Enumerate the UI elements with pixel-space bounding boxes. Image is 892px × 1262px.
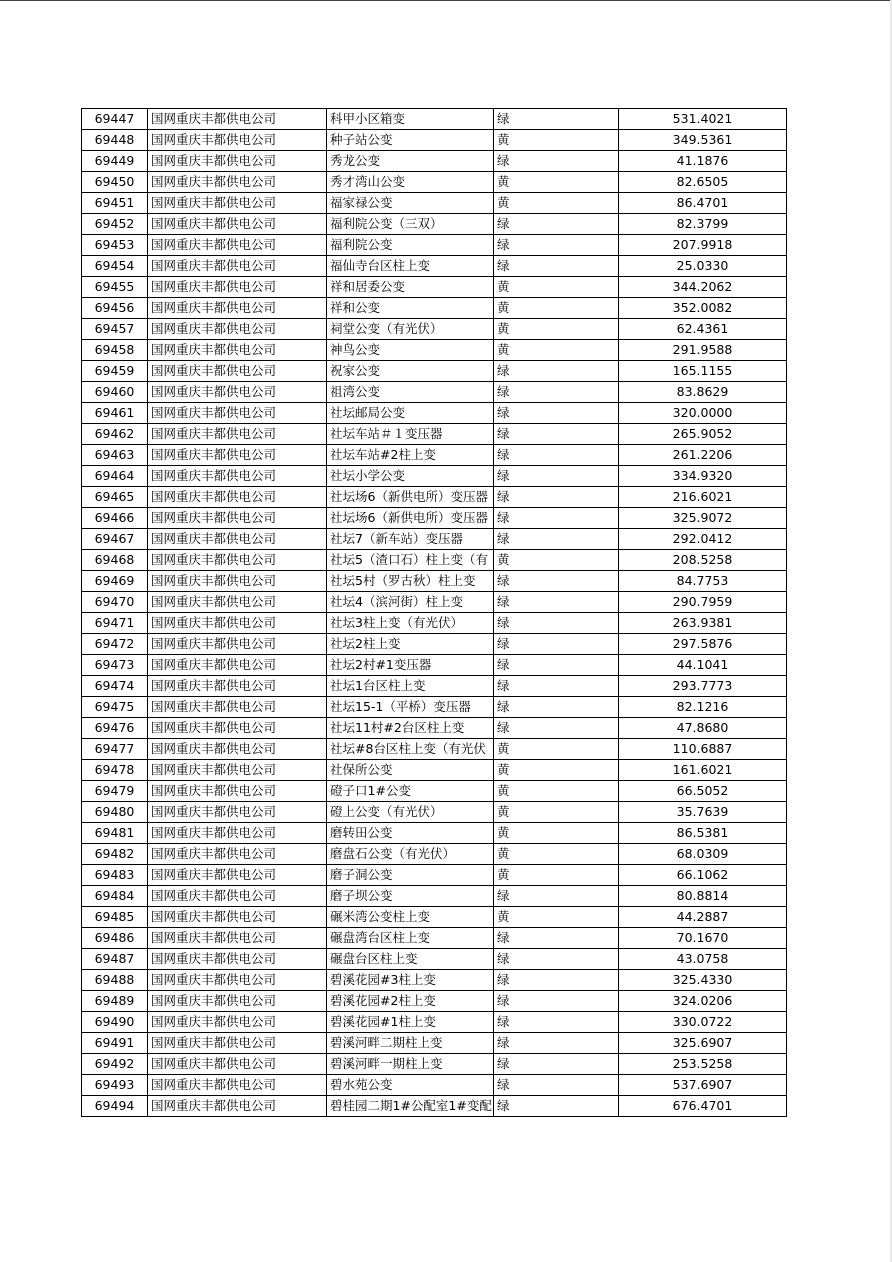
cell-status: 黄 <box>494 340 619 361</box>
cell-station-name: 碧溪花园#3柱上变 <box>327 970 494 991</box>
cell-status: 黄 <box>494 298 619 319</box>
cell-station-name: 社坛车站#2柱上变 <box>327 445 494 466</box>
cell-id: 69449 <box>82 151 148 172</box>
cell-id: 69474 <box>82 676 148 697</box>
cell-status: 黄 <box>494 760 619 781</box>
cell-status: 绿 <box>494 487 619 508</box>
cell-status: 绿 <box>494 151 619 172</box>
table-row <box>82 907 787 928</box>
cell-id: 69478 <box>82 760 148 781</box>
cell-station-name: 祖湾公变 <box>327 382 494 403</box>
cell-station-name: 社坛1台区柱上变 <box>327 676 494 697</box>
cell-company: 国网重庆丰都供电公司 <box>148 424 327 445</box>
table-row <box>82 970 787 991</box>
cell-id: 69461 <box>82 403 148 424</box>
cell-status: 黄 <box>494 319 619 340</box>
cell-value: 537.6907 <box>619 1075 787 1096</box>
cell-station-name: 社坛3柱上变（有光伏） <box>327 613 494 634</box>
cell-company: 国网重庆丰都供电公司 <box>148 949 327 970</box>
cell-value: 330.0722 <box>619 1012 787 1033</box>
cell-value: 324.0206 <box>619 991 787 1012</box>
cell-status: 绿 <box>494 403 619 424</box>
cell-station-name: 社坛7（新车站）变压器 <box>327 529 494 550</box>
cell-value: 320.0000 <box>619 403 787 424</box>
cell-station-name: 碾盘台区柱上变 <box>327 949 494 970</box>
cell-value: 676.4701 <box>619 1096 787 1117</box>
cell-value: 265.9052 <box>619 424 787 445</box>
cell-status: 绿 <box>494 361 619 382</box>
table-row <box>82 256 787 277</box>
table-row <box>82 298 787 319</box>
cell-company: 国网重庆丰都供电公司 <box>148 151 327 172</box>
cell-company: 国网重庆丰都供电公司 <box>148 1012 327 1033</box>
cell-company: 国网重庆丰都供电公司 <box>148 403 327 424</box>
cell-id: 69453 <box>82 235 148 256</box>
cell-value: 35.7639 <box>619 802 787 823</box>
cell-station-name: 福家禄公变 <box>327 193 494 214</box>
table-body <box>82 109 787 1117</box>
table-row <box>82 172 787 193</box>
cell-status: 黄 <box>494 907 619 928</box>
cell-station-name: 福利院公变（三双） <box>327 214 494 235</box>
cell-status: 绿 <box>494 109 619 130</box>
cell-status: 黄 <box>494 739 619 760</box>
cell-id: 69477 <box>82 739 148 760</box>
cell-station-name: 秀才湾山公变 <box>327 172 494 193</box>
cell-station-name: 碾盘湾台区柱上变 <box>327 928 494 949</box>
table-row <box>82 382 787 403</box>
cell-value: 25.0330 <box>619 256 787 277</box>
cell-status: 绿 <box>494 928 619 949</box>
cell-station-name: 碧桂园二期1#公配室1#变配 <box>327 1096 494 1117</box>
cell-value: 207.9918 <box>619 235 787 256</box>
cell-value: 349.5361 <box>619 130 787 151</box>
table-row <box>82 634 787 655</box>
cell-company: 国网重庆丰都供电公司 <box>148 235 327 256</box>
cell-value: 531.4021 <box>619 109 787 130</box>
cell-status: 绿 <box>494 991 619 1012</box>
cell-id: 69459 <box>82 361 148 382</box>
cell-id: 69475 <box>82 697 148 718</box>
cell-company: 国网重庆丰都供电公司 <box>148 844 327 865</box>
cell-id: 69468 <box>82 550 148 571</box>
cell-company: 国网重庆丰都供电公司 <box>148 550 327 571</box>
table-row <box>82 403 787 424</box>
cell-station-name: 磨子洞公变 <box>327 865 494 886</box>
cell-value: 66.1062 <box>619 865 787 886</box>
cell-value: 41.1876 <box>619 151 787 172</box>
cell-value: 291.9588 <box>619 340 787 361</box>
cell-id: 69494 <box>82 1096 148 1117</box>
cell-station-name: 磴上公变（有光伏） <box>327 802 494 823</box>
cell-company: 国网重庆丰都供电公司 <box>148 529 327 550</box>
cell-status: 黄 <box>494 172 619 193</box>
cell-company: 国网重庆丰都供电公司 <box>148 130 327 151</box>
cell-station-name: 社坛5村（罗古秋）柱上变 <box>327 571 494 592</box>
cell-station-name: 秀龙公变 <box>327 151 494 172</box>
cell-status: 绿 <box>494 592 619 613</box>
cell-value: 86.5381 <box>619 823 787 844</box>
cell-station-name: 社坛邮局公变 <box>327 403 494 424</box>
cell-company: 国网重庆丰都供电公司 <box>148 571 327 592</box>
table-row <box>82 886 787 907</box>
cell-company: 国网重庆丰都供电公司 <box>148 676 327 697</box>
cell-value: 110.6887 <box>619 739 787 760</box>
table-row <box>82 781 787 802</box>
cell-station-name: 社坛4（滨河街）柱上变 <box>327 592 494 613</box>
cell-value: 62.4361 <box>619 319 787 340</box>
cell-company: 国网重庆丰都供电公司 <box>148 361 327 382</box>
cell-station-name: 社坛15-1（平桥）变压器 <box>327 697 494 718</box>
table-row <box>82 1033 787 1054</box>
cell-company: 国网重庆丰都供电公司 <box>148 466 327 487</box>
cell-id: 69492 <box>82 1054 148 1075</box>
cell-value: 47.8680 <box>619 718 787 739</box>
cell-station-name: 磨转田公变 <box>327 823 494 844</box>
cell-id: 69447 <box>82 109 148 130</box>
cell-value: 161.6021 <box>619 760 787 781</box>
cell-company: 国网重庆丰都供电公司 <box>148 1033 327 1054</box>
cell-status: 绿 <box>494 886 619 907</box>
cell-station-name: 碧水苑公变 <box>327 1075 494 1096</box>
cell-station-name: 社坛5（渣口石）柱上变（有 <box>327 550 494 571</box>
cell-station-name: 福利院公变 <box>327 235 494 256</box>
table-row <box>82 151 787 172</box>
cell-status: 绿 <box>494 1075 619 1096</box>
table-row <box>82 949 787 970</box>
cell-id: 69465 <box>82 487 148 508</box>
cell-id: 69448 <box>82 130 148 151</box>
cell-id: 69479 <box>82 781 148 802</box>
cell-station-name: 碧溪花园#1柱上变 <box>327 1012 494 1033</box>
cell-status: 黄 <box>494 550 619 571</box>
cell-value: 297.5876 <box>619 634 787 655</box>
cell-station-name: 社坛小学公变 <box>327 466 494 487</box>
cell-value: 253.5258 <box>619 1054 787 1075</box>
cell-company: 国网重庆丰都供电公司 <box>148 319 327 340</box>
cell-company: 国网重庆丰都供电公司 <box>148 634 327 655</box>
cell-value: 208.5258 <box>619 550 787 571</box>
cell-value: 325.9072 <box>619 508 787 529</box>
table-row <box>82 130 787 151</box>
table-row <box>82 445 787 466</box>
table-row <box>82 739 787 760</box>
cell-value: 66.5052 <box>619 781 787 802</box>
cell-status: 绿 <box>494 424 619 445</box>
cell-value: 82.3799 <box>619 214 787 235</box>
cell-id: 69481 <box>82 823 148 844</box>
cell-company: 国网重庆丰都供电公司 <box>148 760 327 781</box>
cell-id: 69489 <box>82 991 148 1012</box>
cell-status: 绿 <box>494 949 619 970</box>
cell-company: 国网重庆丰都供电公司 <box>148 340 327 361</box>
cell-status: 绿 <box>494 1054 619 1075</box>
cell-status: 绿 <box>494 697 619 718</box>
table-row <box>82 193 787 214</box>
table-row <box>82 844 787 865</box>
cell-company: 国网重庆丰都供电公司 <box>148 172 327 193</box>
cell-value: 344.2062 <box>619 277 787 298</box>
cell-station-name: 社坛2柱上变 <box>327 634 494 655</box>
table-row <box>82 592 787 613</box>
cell-station-name: 碾米湾公变柱上变 <box>327 907 494 928</box>
table-row <box>82 466 787 487</box>
cell-station-name: 碧溪河畔二期柱上变 <box>327 1033 494 1054</box>
cell-id: 69467 <box>82 529 148 550</box>
cell-station-name: 社坛11村#2台区柱上变 <box>327 718 494 739</box>
cell-company: 国网重庆丰都供电公司 <box>148 970 327 991</box>
cell-id: 69455 <box>82 277 148 298</box>
page-top-border <box>0 0 892 1</box>
cell-value: 44.2887 <box>619 907 787 928</box>
cell-company: 国网重庆丰都供电公司 <box>148 739 327 760</box>
cell-id: 69472 <box>82 634 148 655</box>
table-row <box>82 424 787 445</box>
cell-station-name: 祥和公变 <box>327 298 494 319</box>
cell-id: 69454 <box>82 256 148 277</box>
cell-status: 绿 <box>494 466 619 487</box>
cell-company: 国网重庆丰都供电公司 <box>148 613 327 634</box>
table-row <box>82 655 787 676</box>
cell-station-name: 碧溪河畔一期柱上变 <box>327 1054 494 1075</box>
cell-company: 国网重庆丰都供电公司 <box>148 697 327 718</box>
cell-company: 国网重庆丰都供电公司 <box>148 298 327 319</box>
cell-id: 69460 <box>82 382 148 403</box>
cell-id: 69482 <box>82 844 148 865</box>
cell-id: 69451 <box>82 193 148 214</box>
cell-value: 86.4701 <box>619 193 787 214</box>
table-row <box>82 319 787 340</box>
table-row <box>82 529 787 550</box>
cell-company: 国网重庆丰都供电公司 <box>148 445 327 466</box>
cell-station-name: 磨盘石公变（有光伏） <box>327 844 494 865</box>
cell-status: 黄 <box>494 802 619 823</box>
cell-company: 国网重庆丰都供电公司 <box>148 886 327 907</box>
table-row <box>82 1075 787 1096</box>
cell-id: 69464 <box>82 466 148 487</box>
table-row <box>82 550 787 571</box>
table-row <box>82 235 787 256</box>
cell-station-name: 磴子口1#公变 <box>327 781 494 802</box>
cell-id: 69487 <box>82 949 148 970</box>
cell-id: 69485 <box>82 907 148 928</box>
cell-value: 216.6021 <box>619 487 787 508</box>
cell-status: 黄 <box>494 781 619 802</box>
cell-id: 69476 <box>82 718 148 739</box>
cell-company: 国网重庆丰都供电公司 <box>148 1054 327 1075</box>
table-row <box>82 1054 787 1075</box>
table-row <box>82 991 787 1012</box>
cell-value: 334.9320 <box>619 466 787 487</box>
cell-id: 69457 <box>82 319 148 340</box>
cell-company: 国网重庆丰都供电公司 <box>148 865 327 886</box>
cell-company: 国网重庆丰都供电公司 <box>148 277 327 298</box>
cell-id: 69486 <box>82 928 148 949</box>
cell-station-name: 祥和居委公变 <box>327 277 494 298</box>
cell-company: 国网重庆丰都供电公司 <box>148 214 327 235</box>
cell-status: 黄 <box>494 844 619 865</box>
cell-company: 国网重庆丰都供电公司 <box>148 193 327 214</box>
table-row <box>82 571 787 592</box>
cell-id: 69473 <box>82 655 148 676</box>
cell-status: 绿 <box>494 445 619 466</box>
table-row <box>82 340 787 361</box>
table-row <box>82 109 787 130</box>
cell-id: 69483 <box>82 865 148 886</box>
data-table <box>81 108 787 1117</box>
cell-status: 黄 <box>494 277 619 298</box>
cell-station-name: 社坛场6（新供电所）变压器 <box>327 508 494 529</box>
table-row <box>82 361 787 382</box>
cell-station-name: 种子站公变 <box>327 130 494 151</box>
cell-status: 黄 <box>494 865 619 886</box>
cell-status: 绿 <box>494 1012 619 1033</box>
cell-value: 82.1216 <box>619 697 787 718</box>
table-row <box>82 1012 787 1033</box>
cell-status: 绿 <box>494 970 619 991</box>
cell-status: 绿 <box>494 256 619 277</box>
cell-value: 44.1041 <box>619 655 787 676</box>
cell-value: 165.1155 <box>619 361 787 382</box>
cell-value: 293.7773 <box>619 676 787 697</box>
cell-status: 绿 <box>494 655 619 676</box>
table-row <box>82 802 787 823</box>
cell-status: 绿 <box>494 613 619 634</box>
cell-company: 国网重庆丰都供电公司 <box>148 592 327 613</box>
cell-status: 绿 <box>494 235 619 256</box>
cell-station-name: 社保所公变 <box>327 760 494 781</box>
cell-status: 黄 <box>494 130 619 151</box>
cell-value: 80.8814 <box>619 886 787 907</box>
table-row <box>82 928 787 949</box>
cell-company: 国网重庆丰都供电公司 <box>148 1096 327 1117</box>
cell-value: 261.2206 <box>619 445 787 466</box>
cell-id: 69462 <box>82 424 148 445</box>
cell-status: 绿 <box>494 1096 619 1117</box>
cell-station-name: 祝家公变 <box>327 361 494 382</box>
cell-station-name: 社坛场6（新供电所）变压器 <box>327 487 494 508</box>
cell-status: 绿 <box>494 634 619 655</box>
cell-status: 黄 <box>494 823 619 844</box>
cell-company: 国网重庆丰都供电公司 <box>148 781 327 802</box>
cell-status: 绿 <box>494 382 619 403</box>
cell-station-name: 磨子坝公变 <box>327 886 494 907</box>
cell-company: 国网重庆丰都供电公司 <box>148 655 327 676</box>
table-row <box>82 823 787 844</box>
cell-company: 国网重庆丰都供电公司 <box>148 907 327 928</box>
cell-id: 69488 <box>82 970 148 991</box>
cell-company: 国网重庆丰都供电公司 <box>148 508 327 529</box>
table-row <box>82 277 787 298</box>
cell-station-name: 碧溪花园#2柱上变 <box>327 991 494 1012</box>
cell-id: 69491 <box>82 1033 148 1054</box>
table-row <box>82 508 787 529</box>
cell-station-name: 社坛车站＃１变压器 <box>327 424 494 445</box>
cell-company: 国网重庆丰都供电公司 <box>148 991 327 1012</box>
cell-company: 国网重庆丰都供电公司 <box>148 928 327 949</box>
cell-value: 84.7753 <box>619 571 787 592</box>
cell-id: 69466 <box>82 508 148 529</box>
cell-status: 绿 <box>494 718 619 739</box>
cell-value: 43.0758 <box>619 949 787 970</box>
cell-station-name: 福仙寺台区柱上变 <box>327 256 494 277</box>
cell-id: 69490 <box>82 1012 148 1033</box>
cell-status: 绿 <box>494 571 619 592</box>
cell-value: 292.0412 <box>619 529 787 550</box>
table-row <box>82 760 787 781</box>
cell-status: 绿 <box>494 214 619 235</box>
cell-station-name: 社坛2村#1变压器 <box>327 655 494 676</box>
table-row <box>82 865 787 886</box>
cell-id: 69480 <box>82 802 148 823</box>
cell-company: 国网重庆丰都供电公司 <box>148 1075 327 1096</box>
cell-value: 82.6505 <box>619 172 787 193</box>
table-row <box>82 1096 787 1117</box>
cell-company: 国网重庆丰都供电公司 <box>148 382 327 403</box>
cell-value: 70.1670 <box>619 928 787 949</box>
cell-id: 69458 <box>82 340 148 361</box>
cell-status: 绿 <box>494 508 619 529</box>
cell-status: 黄 <box>494 193 619 214</box>
table-row <box>82 718 787 739</box>
cell-id: 69470 <box>82 592 148 613</box>
cell-station-name: 神鸟公变 <box>327 340 494 361</box>
cell-status: 绿 <box>494 1033 619 1054</box>
table-row <box>82 676 787 697</box>
cell-id: 69463 <box>82 445 148 466</box>
table-row <box>82 613 787 634</box>
cell-id: 69456 <box>82 298 148 319</box>
cell-station-name: 科甲小区箱变 <box>327 109 494 130</box>
cell-value: 68.0309 <box>619 844 787 865</box>
cell-id: 69450 <box>82 172 148 193</box>
cell-company: 国网重庆丰都供电公司 <box>148 109 327 130</box>
table-row <box>82 697 787 718</box>
table-row <box>82 214 787 235</box>
cell-status: 绿 <box>494 676 619 697</box>
table-row <box>82 487 787 508</box>
cell-id: 69471 <box>82 613 148 634</box>
cell-company: 国网重庆丰都供电公司 <box>148 256 327 277</box>
cell-company: 国网重庆丰都供电公司 <box>148 823 327 844</box>
cell-id: 69469 <box>82 571 148 592</box>
cell-id: 69493 <box>82 1075 148 1096</box>
cell-station-name: 社坛#8台区柱上变（有光伏 <box>327 739 494 760</box>
cell-value: 352.0082 <box>619 298 787 319</box>
cell-company: 国网重庆丰都供电公司 <box>148 802 327 823</box>
cell-value: 290.7959 <box>619 592 787 613</box>
cell-status: 绿 <box>494 529 619 550</box>
cell-value: 263.9381 <box>619 613 787 634</box>
cell-value: 325.4330 <box>619 970 787 991</box>
cell-value: 83.8629 <box>619 382 787 403</box>
cell-station-name: 祠堂公变（有光伏） <box>327 319 494 340</box>
cell-id: 69484 <box>82 886 148 907</box>
cell-company: 国网重庆丰都供电公司 <box>148 487 327 508</box>
cell-company: 国网重庆丰都供电公司 <box>148 718 327 739</box>
cell-id: 69452 <box>82 214 148 235</box>
cell-value: 325.6907 <box>619 1033 787 1054</box>
